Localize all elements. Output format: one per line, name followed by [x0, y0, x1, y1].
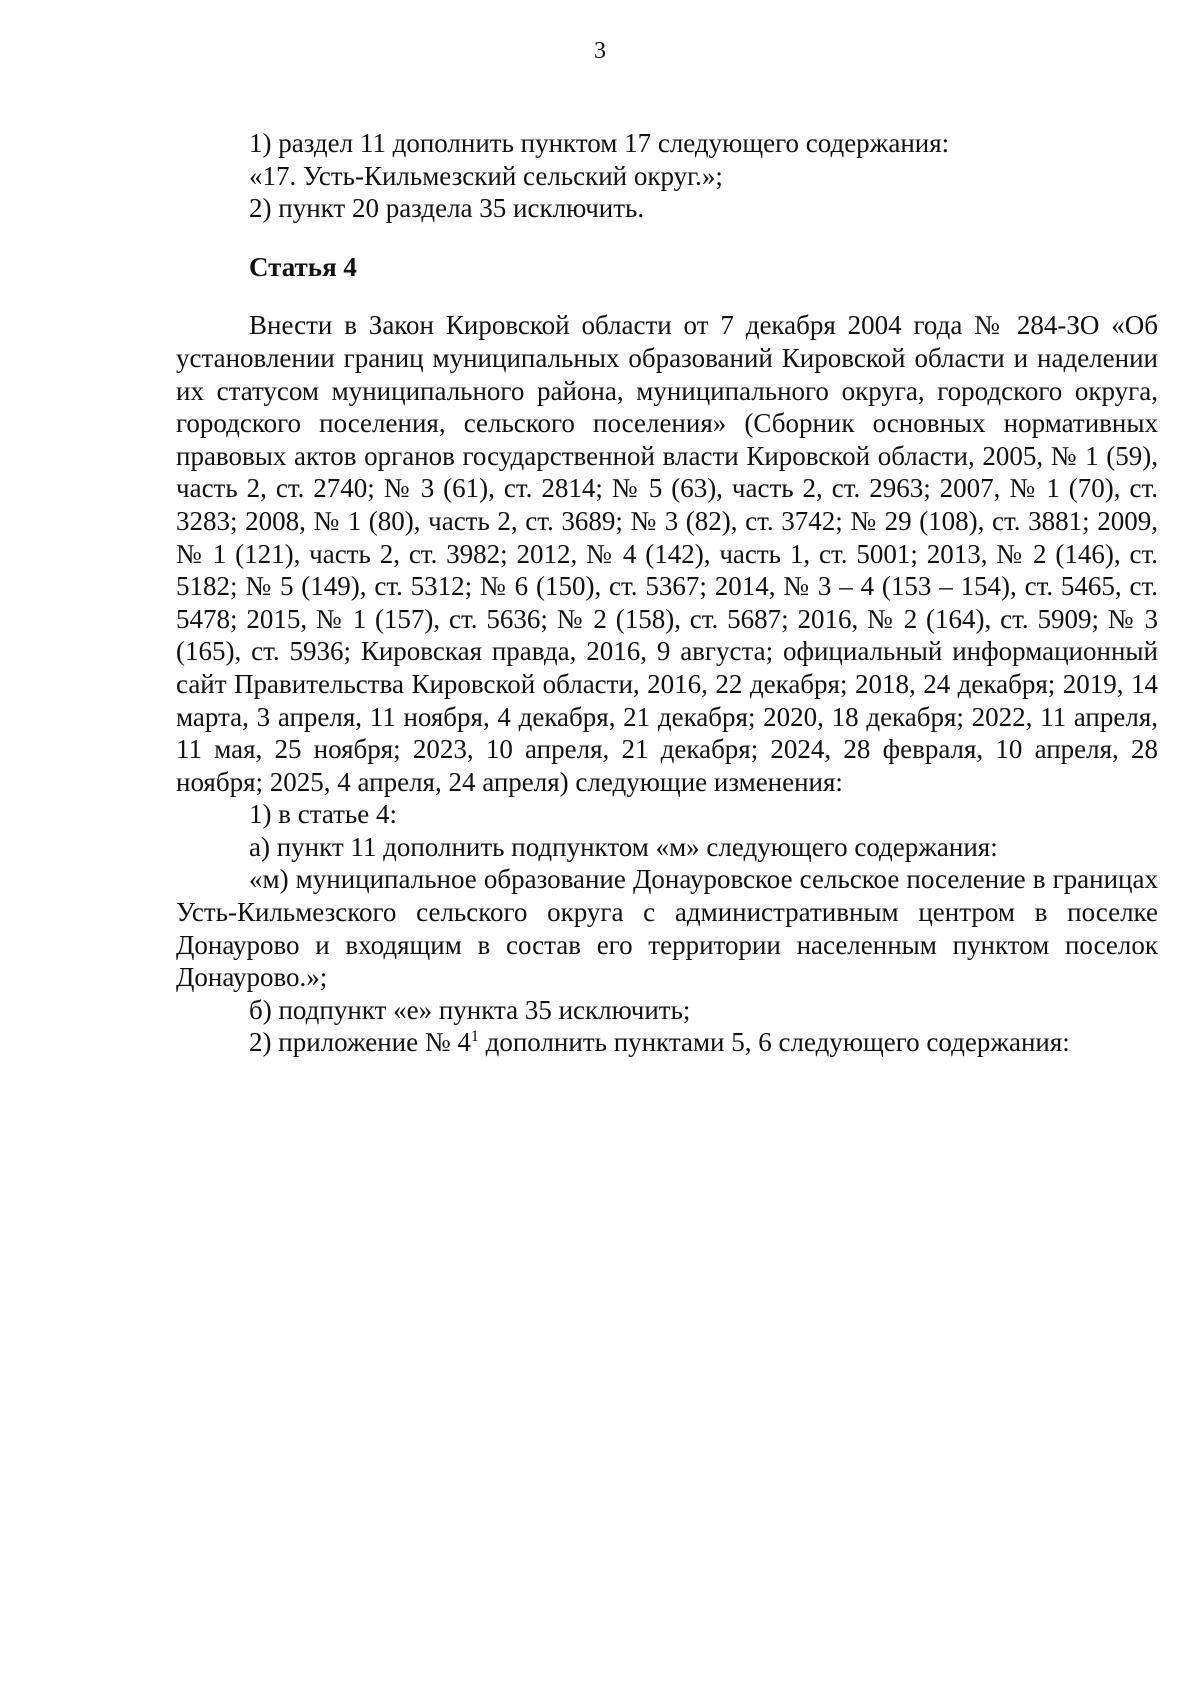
- change-item: [176, 1026, 1158, 1059]
- list-item: «17. Усть-Кильмезский сельский округ.»;: [249, 160, 723, 191]
- change-subitem-text: «м) муниципальное образование Донауровское сельское поселение в границах Усть-Кильмезского сельского округа с административным центром в поселке Донаурово и входящим в состав его территории населенным пунктом поселок Донаурово.»;: [176, 864, 1158, 993]
- list-item: 2) пункт 20 раздела 35 исключить.: [249, 193, 645, 224]
- article-heading: Статья 4: [249, 251, 357, 282]
- page-number: 3: [594, 38, 606, 64]
- list-item: 1) раздел 11 дополнить пунктом 17 следующего содержания:: [249, 128, 950, 158]
- superscript-number: 1: [470, 1028, 479, 1046]
- document-body: [176, 127, 1158, 1059]
- main-paragraph: Внести в Закон Кировской области от 7 декабря 2004 года № 284-ЗО «Об установлении границ муниципальных образований Кировской области и наделении их статусом муниципального района, муниципального округа, городского округа, городского поселения, сельского поселения» (Сборник основных нормативных правовых актов органов государственной власти Кировской области, 2005, № 1 (59), часть 2, ст. 2740; № 3 (61), ст. 2814; № 5 (63), часть 2, ст. 2963; 2007, № 1 (70), ст. 3283; 2008, № 1 (80), часть 2, ст. 3689; № 3 (82), ст. 3742; № 29 (108), ст. 3881; 2009, № 1 (121), часть 2, ст. 3982; 2012, № 4 (142), часть 1, ст. 5001; 2013, № 2 (146), ст. 5182; № 5 (149), ст. 5312; № 6 (150), ст. 5367; 2014, № 3 – 4 (153 – 154), ст. 5465, ст. 5478; 2015, № 1 (157), ст. 5636; № 2 (158), ст. 5687; 2016, № 2 (164), ст. 5909; № 3 (165), ст. 5936; Кировская правда, 2016, 9 августа; официальный информационный сайт Правительства Кировской области, 2016, 22 декабря; 2018, 24 декабря; 2019, 14 марта, 3 апреля, 11 ноября, 4 декабря, 21 декабря; 2020, 18 декабря; 2022, 11 апреля, 11 мая, 25 ноября; 2023, 10 апреля, 21 декабря; 2024, 28 февраля, 10 апреля, 28 ноября; 2025, 4 апреля, 24 апреля) следующие изменения:: [176, 310, 1158, 797]
- change-item: 1) в статье 4:: [249, 799, 397, 830]
- change-item-text: дополнить пунктами 5, 6 следующего содержания:: [478, 1027, 1070, 1058]
- change-subitem: а) пункт 11 дополнить подпунктом «м» следующего содержания:: [249, 831, 998, 862]
- change-subitem: б) подпункт «е» пункта 35 исключить;: [249, 994, 691, 1025]
- change-item-text: 2) приложение № 4: [249, 1027, 471, 1058]
